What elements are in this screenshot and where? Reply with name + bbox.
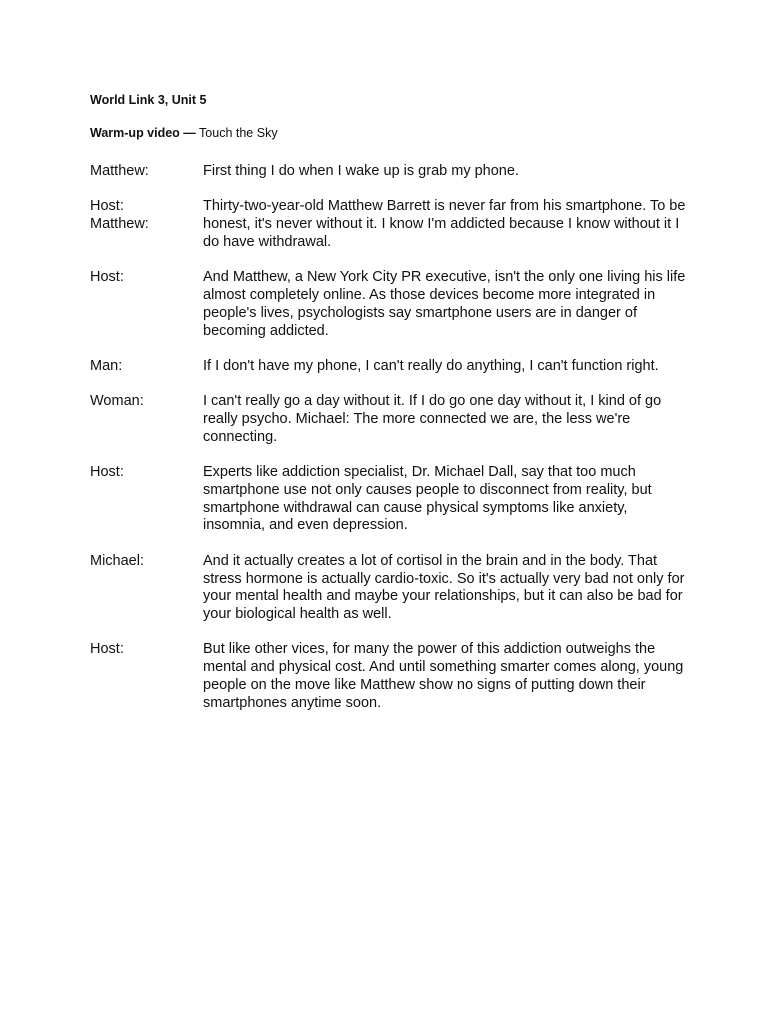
speaker-name: Michael: xyxy=(90,552,144,569)
transcript-entry xyxy=(90,198,690,251)
dialogue-text: And Matthew, a New York City PR executive, isn't the only one living his life almost completely online. As those devices become more integrated in people's lives, psychologists say smartphone users are in danger of becoming addicted. xyxy=(203,269,686,339)
speaker-column xyxy=(90,358,203,376)
speaker-name: Woman: xyxy=(90,393,144,410)
dialogue-text: And it actually creates a lot of cortisol in the brain and in the body. That stress hormone is actually cardio-toxic. So it's actually very bad not only for your mental health and maybe your relationships, but it can also be bad for your biological health as well. xyxy=(203,552,685,623)
speaker-name: Matthew: xyxy=(90,163,149,179)
dialogue-text: I can't really go a day without it. If I do go one day without it, I kind of go really psycho. Michael: The more connected we are, the less we're connecting. xyxy=(203,393,662,445)
speaker-name: Host: xyxy=(90,464,124,481)
speaker-column xyxy=(90,393,203,446)
transcript xyxy=(90,163,690,713)
dialogue-text: Experts like addiction specialist, Dr. Michael Dall, say that too much smartphone use not only causes people to disconnect from reality, but smartphone withdrawal can cause physical symptoms like anxiety, insomnia, and even depression. xyxy=(203,464,652,534)
transcript-entry xyxy=(90,393,690,446)
transcript-entry xyxy=(90,163,690,181)
speaker-column xyxy=(90,641,203,712)
dialogue-text: Thirty-two-year-old Matthew Barrett is never far from his smartphone. To be honest, it's never without it. I know I'm addicted because I know without it I do have withdrawal. xyxy=(203,198,686,250)
speaker-name: Host: xyxy=(90,641,124,658)
speaker-name: Matthew: xyxy=(90,216,149,233)
speaker-column xyxy=(90,269,203,340)
speaker-column xyxy=(90,553,203,624)
subtitle-label: Warm-up video — xyxy=(90,126,196,140)
dialogue-text: First thing I do when I wake up is grab my phone. xyxy=(203,163,519,179)
transcript-entry xyxy=(90,358,690,376)
document-body xyxy=(90,92,690,730)
speaker-column xyxy=(90,464,203,535)
dialogue-text: But like other vices, for many the power of this addiction outweighs the mental and physical cost. And until something smarter comes along, young people on the move like Matthew show no signs of putting down their smartphones anytime soon. xyxy=(203,641,684,711)
speaker-name: Man: xyxy=(90,357,123,374)
dialogue-text: If I don't have my phone, I can't really do anything, I can't function right. xyxy=(203,357,659,374)
speaker-name: Host: xyxy=(90,198,124,215)
document-subtitle xyxy=(90,125,690,141)
subtitle-value: Touch the Sky xyxy=(199,126,278,140)
transcript-entry xyxy=(90,464,690,535)
transcript-entry xyxy=(90,553,690,624)
transcript-entry xyxy=(90,269,690,340)
document-title: World Link 3, Unit 5 xyxy=(90,93,207,107)
speaker-column xyxy=(90,163,203,181)
transcript-entry xyxy=(90,641,690,712)
speaker-column xyxy=(90,198,203,251)
speaker-name: Host: xyxy=(90,269,124,286)
